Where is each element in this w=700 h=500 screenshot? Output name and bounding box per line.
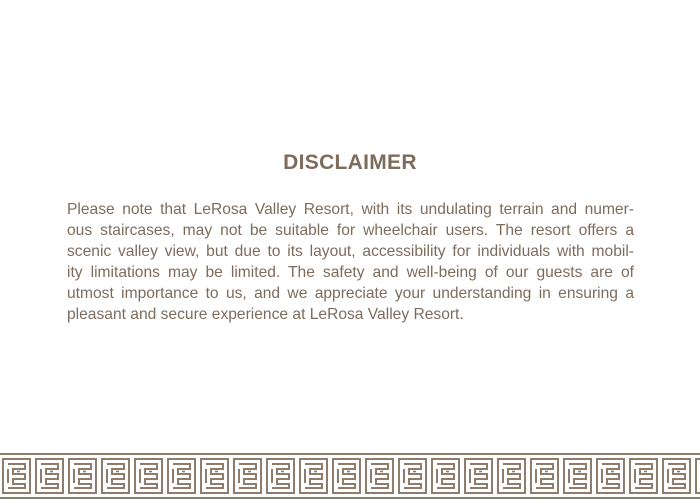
disclaimer-line: pleasant and secure experience at LeRosa Valley Resort.: [67, 306, 464, 323]
disclaimer-line: ity limitations may be limited. The safety and well-being of our guests are of: [67, 264, 634, 281]
disclaimer-line: Please note that LeRosa Valley Resort, with its undulating terrain and numer-: [67, 201, 634, 218]
disclaimer-title: DISCLAIMER: [283, 151, 417, 174]
disclaimer-line: utmost importance to us, and we appreciate your understanding in ensuring a: [67, 285, 634, 302]
disclaimer-line: scenic valley view, but due to its layout, accessibility for individuals with mobil-: [67, 243, 634, 260]
greek-key-pattern-icon: [0, 453, 700, 499]
disclaimer-line: ous staircases, may not be suitable for wheelchair users. The resort offers a: [67, 222, 634, 239]
greek-key-border: [0, 453, 700, 499]
disclaimer-body: [67, 199, 634, 325]
